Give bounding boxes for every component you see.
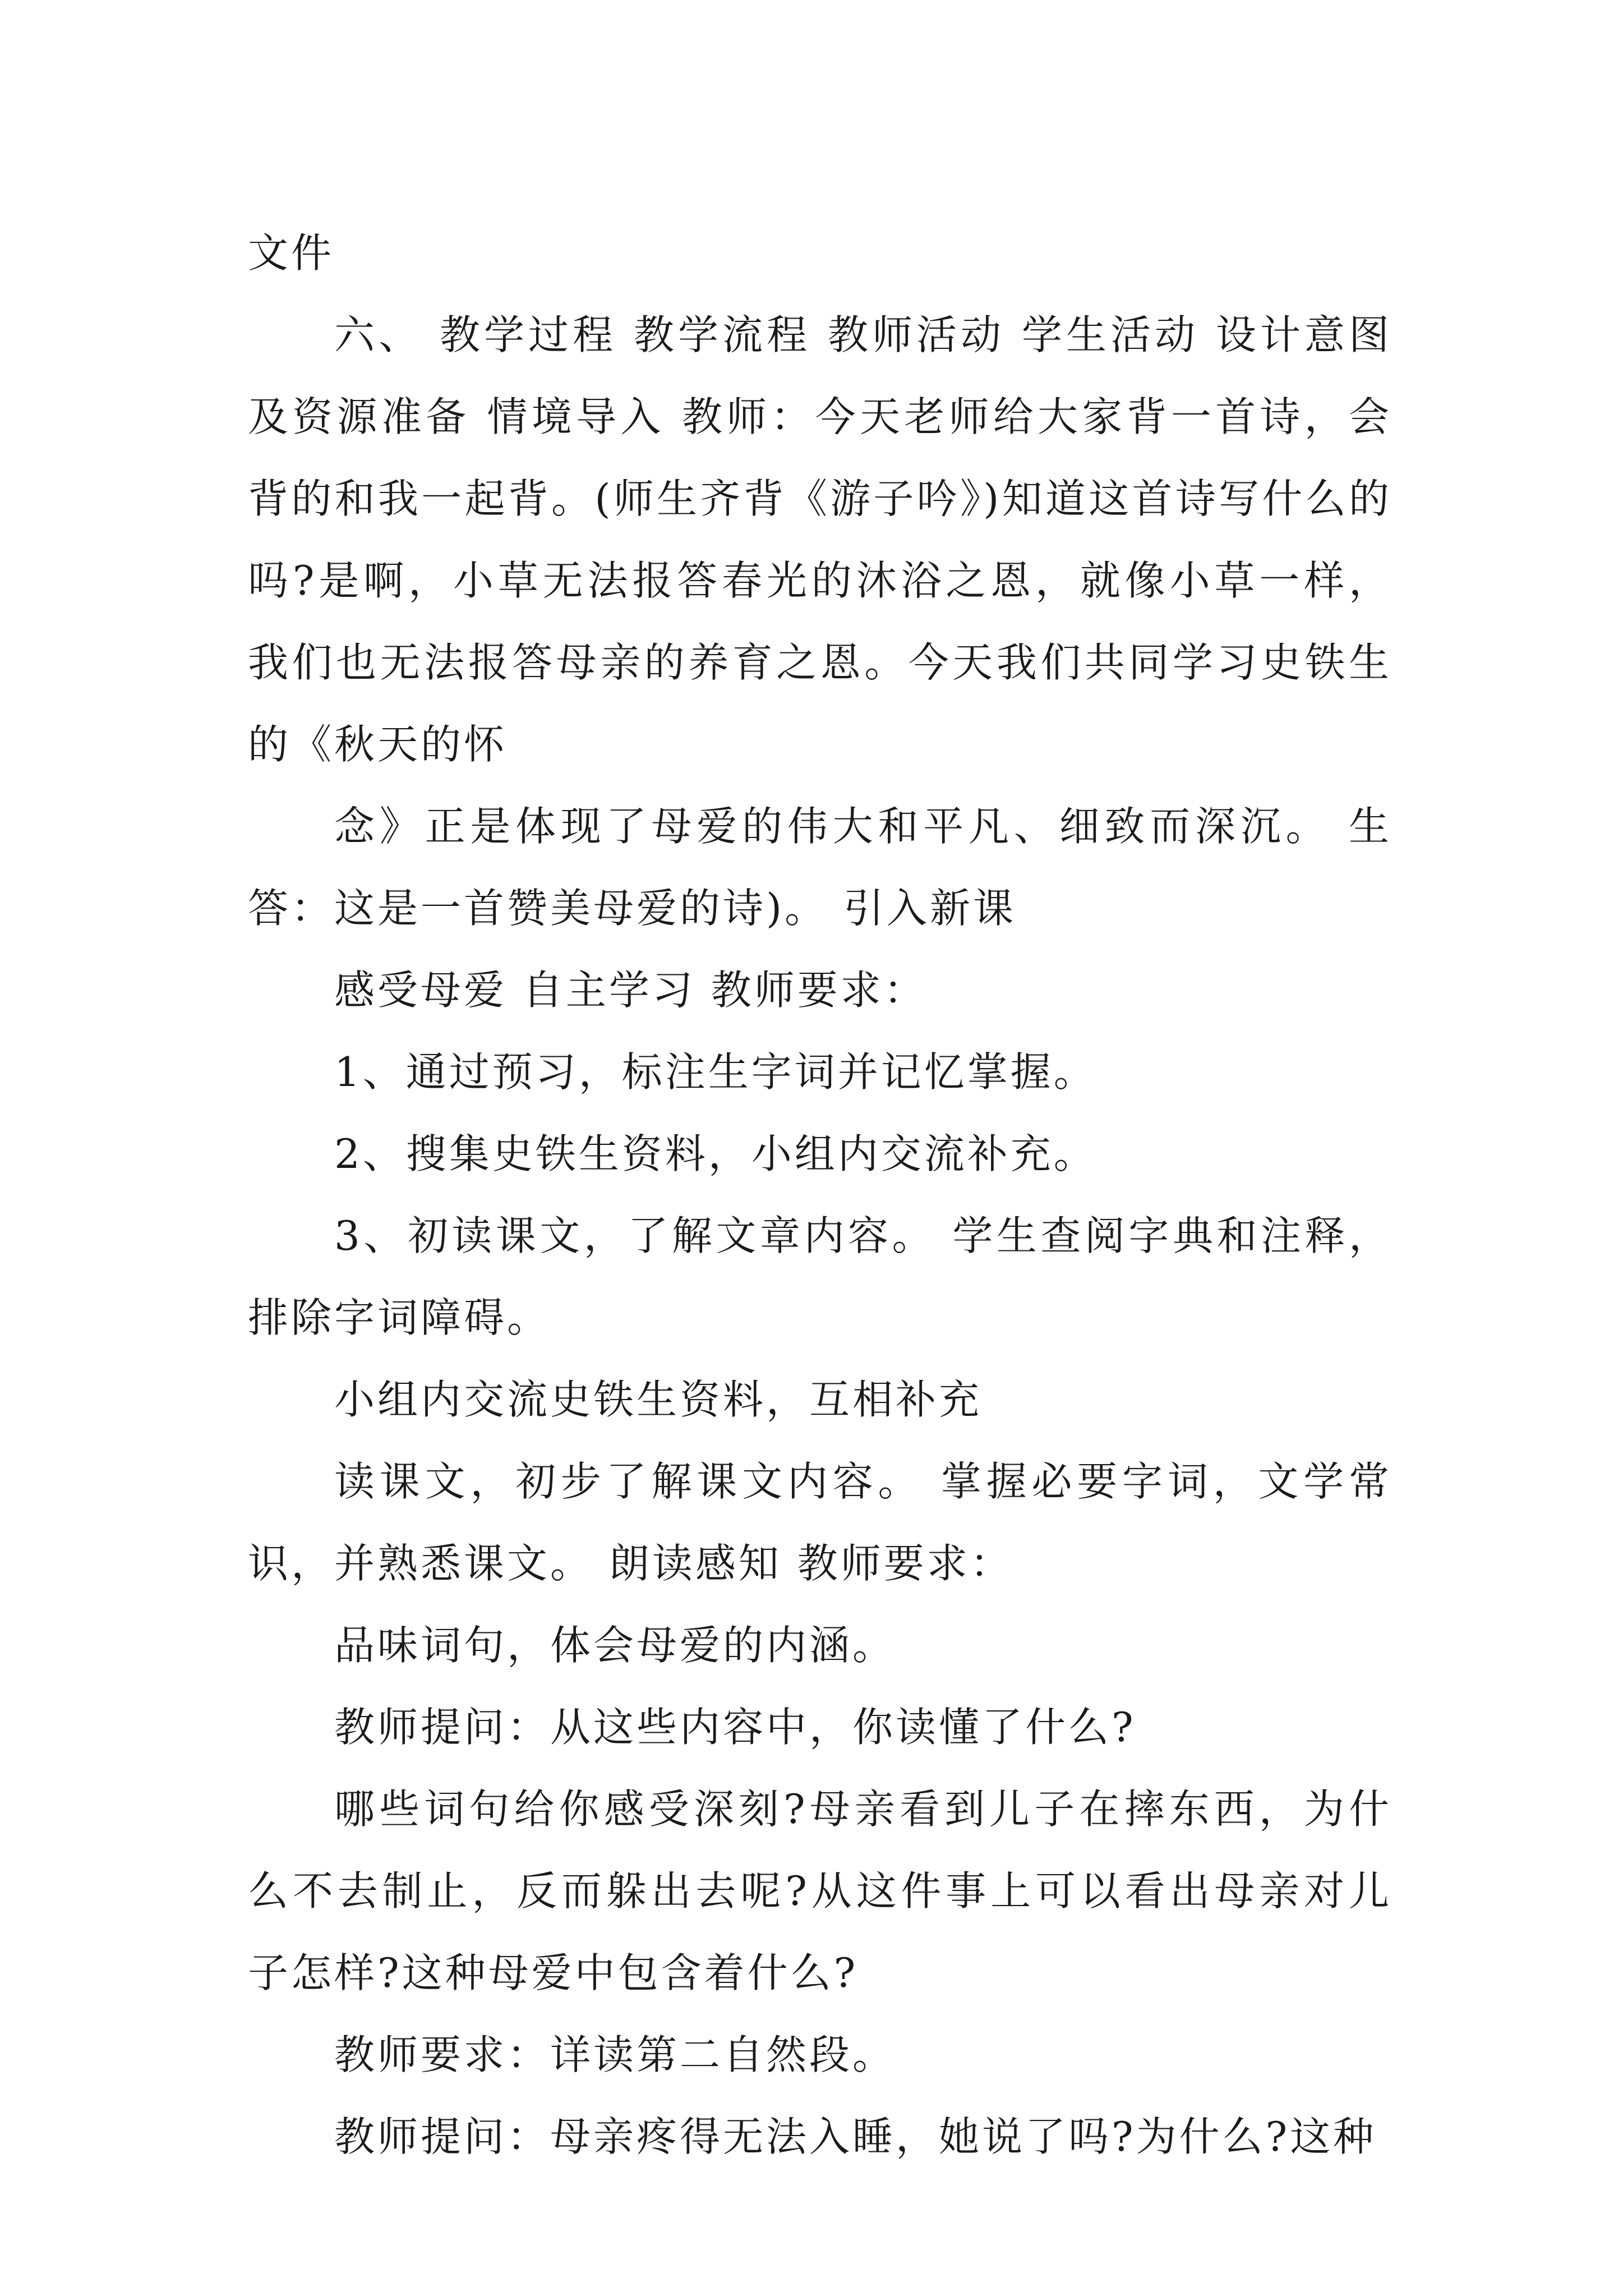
paragraph-discussion: 哪些词句给你感受深刻?母亲看到儿子在摔东西，为什么不去制止，反而躲出去呢?从这件事上可以看出母亲对儿子怎样?这种母爱中包含着什么?: [248, 1786, 1392, 1996]
paragraph-teacher-question-2: 教师提问：母亲疼得无法入睡，她说了吗?为什么?这种: [334, 2113, 1377, 2160]
paragraph-teacher-question-1: 教师提问：从这些内容中，你读懂了什么?: [334, 1704, 1136, 1751]
paragraph-introduction: 念》正是体现了母爱的伟大和平凡、细致而深沉。 生答：这是一首赞美母爱的诗)。 引入新课: [248, 803, 1392, 932]
paragraph-requirement-3: 3、初读课文，了解文章内容。 学生查阅字典和注释，排除字词障碍。: [248, 1212, 1392, 1341]
paragraph-self-study: 感受母爱 自主学习 教师要求：: [334, 967, 927, 1014]
paragraph-requirement-2: 2、搜集史铁生资料，小组内交流补充。: [334, 1130, 1097, 1177]
paragraph-teaching-process: 六、 教学过程 教学流程 教师活动 学生活动 设计意图及资源准备 情境导入 教师：今天老师给大家背一首诗，会背的和我一起背。(师生齐背《游子吟》)知道这首诗写什么的吗?是啊，小草无法报答春光的沐浴之恩，就像小草一样，我们也无法报答母亲的养育之恩。今天我们共同学习史铁生的《秋天的怀: [248, 311, 1392, 768]
paragraph-savor-words: 品味词句，体会母爱的内涵。: [334, 1622, 896, 1669]
paragraph-teacher-requirement: 教师要求：详读第二自然段。: [334, 2031, 896, 2078]
paragraph-file-heading: 文件: [248, 229, 335, 277]
paragraph-requirement-1: 1、通过预习，标注生字词并记忆掌握。: [334, 1048, 1097, 1096]
paragraph-reading: 读课文，初步了解课文内容。 掌握必要字词，文学常识，并熟悉课文。 朗读感知 教师要求：: [248, 1458, 1392, 1587]
document-body: [248, 212, 1392, 2178]
paragraph-group-exchange: 小组内交流史铁生资料，互相补充: [334, 1376, 983, 1423]
